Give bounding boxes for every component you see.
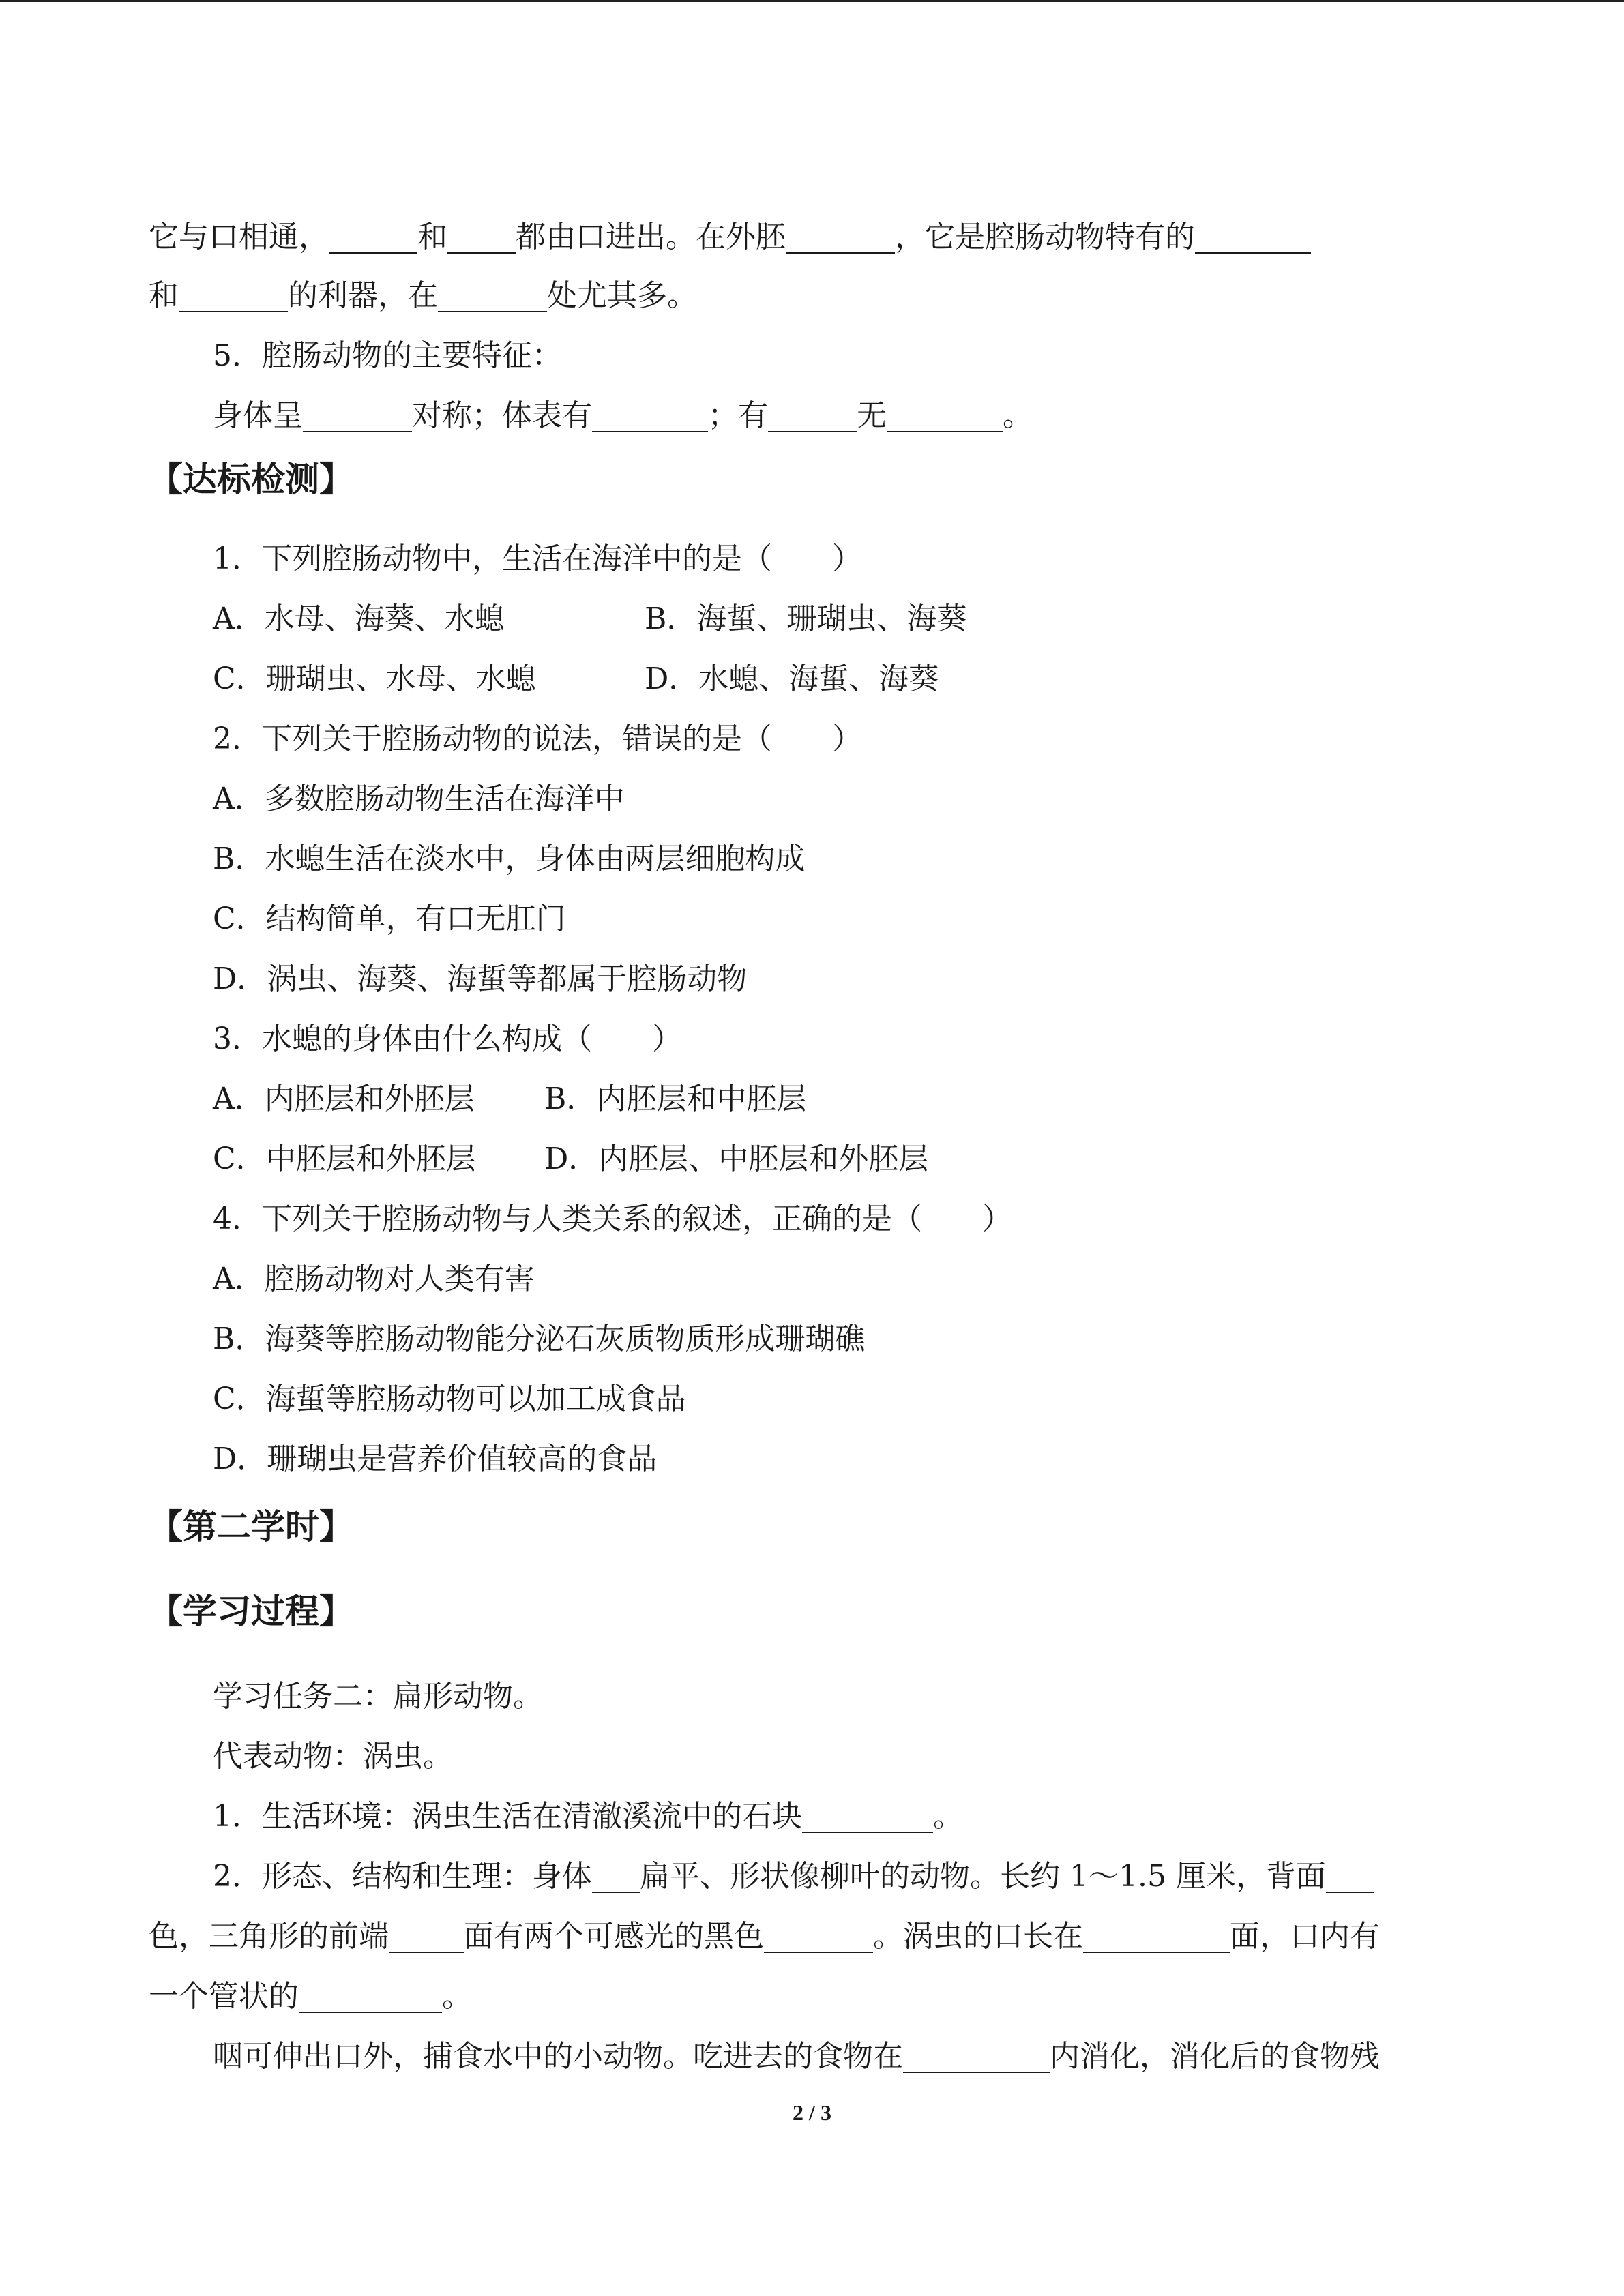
q4-stem: 4．下列关于腔肠动物与人类关系的叙述，正确的是（ ） [213,1202,1012,1236]
blank[interactable] [1195,221,1311,254]
q3-option-c: C．中胚层和外胚层 [213,1142,476,1176]
task-line: 学习任务二：扁形动物。 [213,1679,543,1714]
blank[interactable] [802,1800,933,1833]
section-heading-test: 【达标检测】 [149,460,353,499]
q4-option-d: D．珊瑚虫是营养价值较高的食品 [213,1442,658,1476]
blank[interactable] [1083,1920,1230,1953]
blank[interactable] [768,400,857,432]
blank[interactable] [903,2040,1050,2073]
blank[interactable] [447,221,516,254]
morphology-line-1: 2．形态、结构和生理：身体 扁平、形状像柳叶的动物。长约 1～1.5 厘米，背面 [213,1856,1374,1897]
blank[interactable] [329,221,417,254]
q4-option-c: C．海蜇等腔肠动物可以加工成食品 [213,1382,686,1416]
item5-title: 5．腔肠动物的主要特征： [213,338,562,373]
intro-line-1: 它与口相通， 和 都由口进出。在外胚 ，它是腔肠动物特有的 [149,217,1311,258]
blank[interactable] [592,1860,640,1893]
q1-option-c: C．珊瑚虫、水母、水螅 [213,661,536,696]
page-top-border [0,0,1624,2]
blank[interactable] [438,280,547,312]
q1-stem: 1．下列腔肠动物中，生活在海洋中的是（ ） [213,541,862,576]
q2-stem: 2．下列关于腔肠动物的说法，错误的是（ ） [213,721,862,756]
item5-line: 身体呈 对称；体表有 ；有 无 。 [213,398,1033,433]
intro-line-2: 和 的利器，在 处尤其多。 [149,278,697,313]
blank[interactable] [887,400,1003,432]
q3-option-d: D．内胚层、中胚层和外胚层 [544,1142,929,1176]
blank[interactable] [389,1920,464,1953]
blank[interactable] [299,1980,442,2013]
blank[interactable] [179,280,288,312]
habitat-line: 1．生活环境：涡虫生活在清澈溪流中的石块 。 [213,1799,963,1834]
q2-option-c: C．结构简单，有口无肛门 [213,901,566,936]
q2-option-a: A．多数腔肠动物生活在海洋中 [213,781,625,816]
blank[interactable] [786,221,895,254]
q4-option-a: A．腔肠动物对人类有害 [213,1262,535,1296]
q4-option-b: B．海葵等腔肠动物能分泌石灰质物质形成珊瑚礁 [213,1322,866,1356]
morphology-line-3: 一个管状的 。 [149,1979,472,2014]
page-number: 2 / 3 [793,2100,831,2125]
q2-option-b: B．水螅生活在淡水中，身体由两层细胞构成 [213,841,806,876]
morphology-line-2: 色，三角形的前端 面有两个可感光的黑色 。涡虫的口长在 面，口内有 [149,1919,1380,1954]
q1-option-d: D．水螅、海蜇、海葵 [645,661,939,696]
digestion-line: 咽可伸出口外，捕食水中的小动物。吃进去的食物在 内消化，消化后的食物残 [213,2039,1380,2074]
q3-stem: 3．水螅的身体由什么构成（ ） [213,1022,682,1056]
rep-animal-line: 代表动物：涡虫。 [213,1739,453,1774]
section-heading-lesson2: 【第二学时】 [149,1507,353,1547]
blank[interactable] [592,400,708,432]
q1-option-b: B．海蜇、珊瑚虫、海葵 [645,601,967,636]
blank[interactable] [764,1920,873,1953]
q2-option-d: D．涡虫、海葵、海蜇等都属于腔肠动物 [213,961,748,996]
blank[interactable] [1326,1860,1374,1893]
q3-option-a: A．内胚层和外胚层 [213,1082,475,1116]
section-heading-process: 【学习过程】 [149,1592,353,1631]
q1-option-a: A．水母、海葵、水螅 [213,601,505,636]
q3-option-b: B．内胚层和中胚层 [544,1082,807,1116]
blank[interactable] [303,400,412,432]
